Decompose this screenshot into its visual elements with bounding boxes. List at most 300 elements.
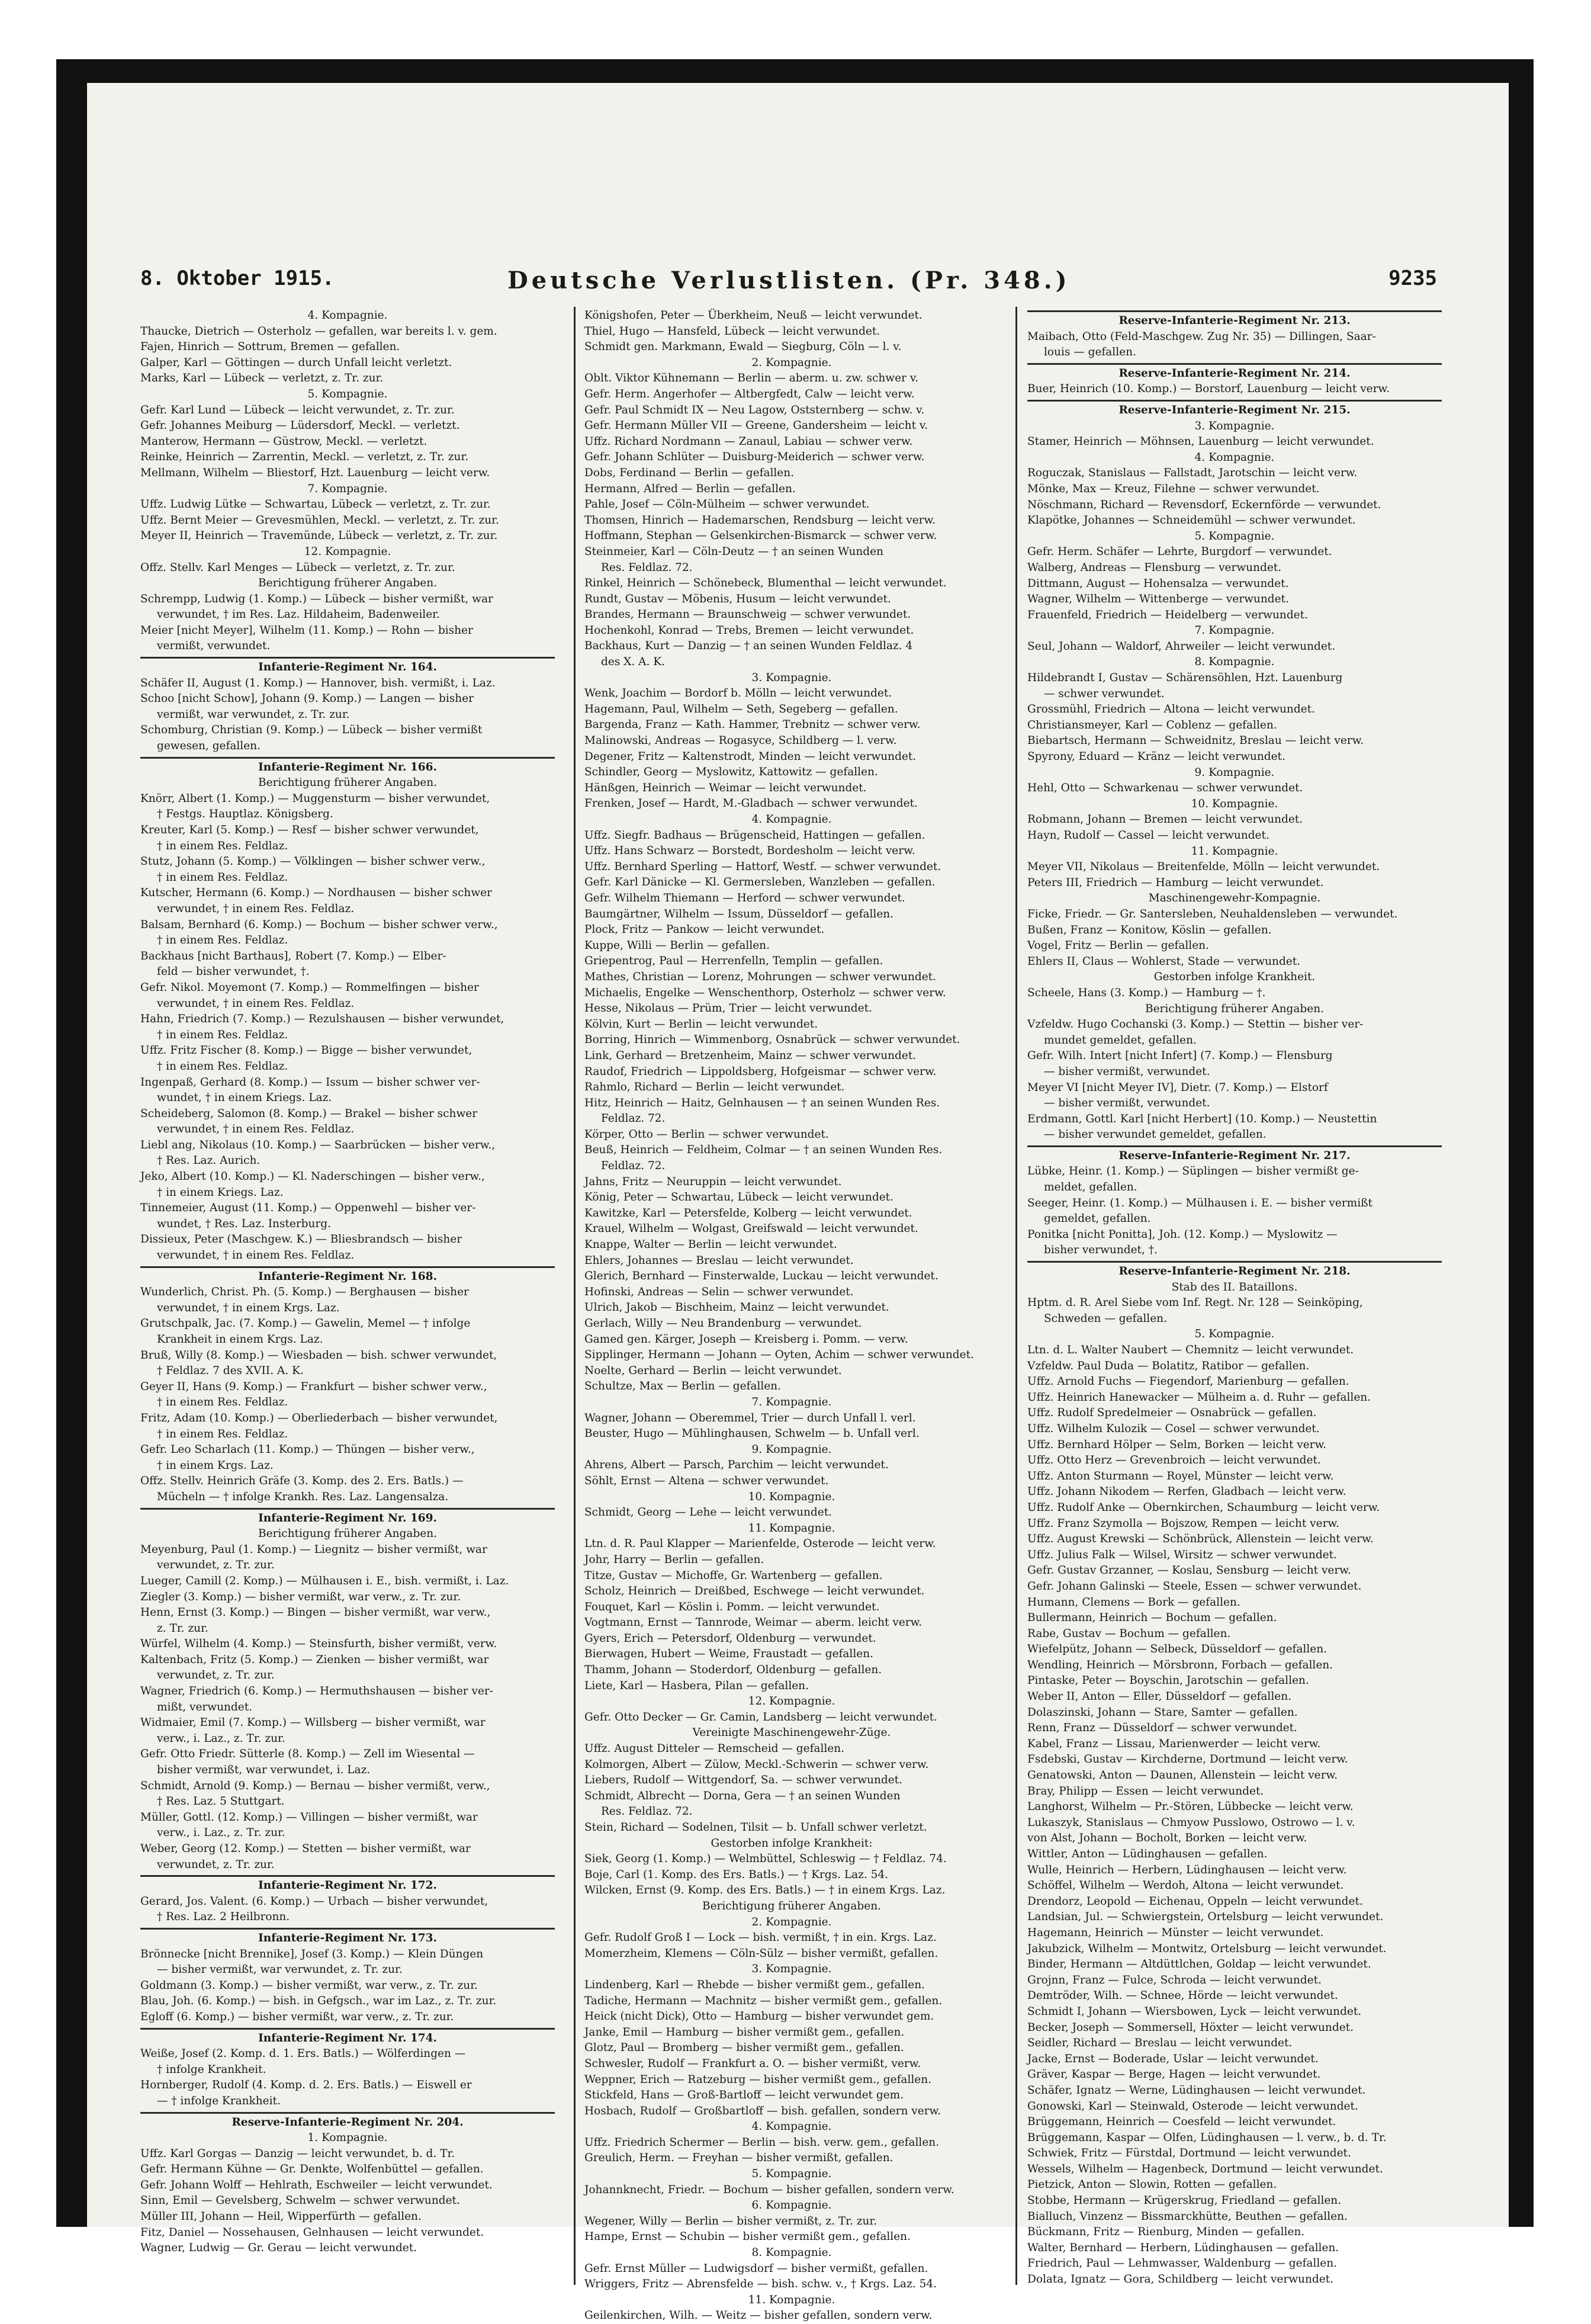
list-entry: Gefr. Wilh. Intert [nicht Infert] (7. Komp.) — Flensburg xyxy=(1027,1049,1333,1063)
page-header xyxy=(140,267,1437,302)
list-entry: Rabe, Gustav — Bochum — gefallen. xyxy=(1027,1627,1231,1640)
subsection-heading: 4. Kompagnie. xyxy=(1194,451,1275,464)
list-entry: Hptm. d. R. Arel Siebe vom Inf. Regt. Nr. 128 — Seinköping, xyxy=(1027,1296,1363,1309)
list-entry: Gefr. Johann Schlüter — Duisburg-Meiderich — schwer verw. xyxy=(584,451,925,464)
subsection-heading: Maschinengewehr-Kompagnie. xyxy=(1148,892,1321,905)
list-entry: Vzfeldw. Paul Duda — Bolatitz, Ratibor — gefallen. xyxy=(1027,1359,1310,1372)
list-entry: Marks, Karl — Lübeck — verletzt, z. Tr. zur. xyxy=(140,372,384,385)
list-entry: Dissieux, Peter (Maschgew. K.) — Bliesbrandsch — bisher xyxy=(140,1233,462,1246)
list-entry: Hermann, Alfred — Berlin — gefallen. xyxy=(584,482,796,495)
list-entry: Greulich, Herm. — Freyhan — bisher vermißt, gefallen. xyxy=(584,2152,893,2165)
subsection-heading: 4. Kompagnie. xyxy=(307,309,388,322)
list-entry: Fitz, Daniel — Nossehausen, Gelnhausen — leicht verwundet. xyxy=(140,2226,484,2239)
list-entry: Widmaier, Emil (7. Komp.) — Willsberg — bisher vermißt, war xyxy=(140,1716,486,1729)
list-entry: Vogel, Fritz — Berlin — gefallen. xyxy=(1027,939,1209,952)
list-entry: Uffz. Friedrich Schermer — Berlin — bish. verw. gem., gefallen. xyxy=(584,2136,940,2149)
list-entry: Jacke, Ernst — Boderade, Uslar — leicht verwundet. xyxy=(1027,2052,1319,2065)
list-entry: Gefr. Gustav Grzanner, — Koslau, Sensburg — leicht verw. xyxy=(1027,1564,1351,1577)
list-entry: Jeko, Albert (10. Komp.) — Kl. Naderschingen — bisher verw., xyxy=(140,1170,485,1183)
subsection-heading: 2. Kompagnie. xyxy=(751,1915,832,1928)
scan-border-left xyxy=(56,59,87,2227)
list-entry: Hesse, Nikolaus — Prüm, Trier — leicht verwundet. xyxy=(584,1002,872,1015)
list-entry: Roguczak, Stanislaus — Fallstadt, Jarotschin — leicht verw. xyxy=(1027,467,1358,480)
list-entry: Stamer, Heinrich — Möhnsen, Lauenburg — leicht verwundet. xyxy=(1027,435,1374,448)
list-entry: † in einem Res. Feldlaz. xyxy=(157,1028,288,1041)
list-entry: Weiße, Josef (2. Komp. d. 1. Ers. Batls.) — Wölferdingen — xyxy=(140,2047,466,2060)
list-entry: Egloff (6. Komp.) — bisher vermißt, war verw., z. Tr. zur. xyxy=(140,2010,454,2023)
subsection-heading: 10. Kompagnie. xyxy=(748,1490,835,1503)
list-entry: verw., i. Laz., z. Tr. zur. xyxy=(157,1827,285,1840)
list-entry: Hosbach, Rudolf — Großbartloff — bish. gefallen, sondern verw. xyxy=(584,2104,941,2117)
list-entry: Brönnecke [nicht Brennike], Josef (3. Komp.) — Klein Düngen xyxy=(140,1947,484,1960)
list-entry: bisher vermißt, war verwundet, i. Laz. xyxy=(157,1764,371,1777)
section-heading: Reserve-Infanterie-Regiment Nr. 215. xyxy=(1027,400,1442,419)
list-entry: z. Tr. zur. xyxy=(157,1622,208,1635)
list-entry: Walberg, Andreas — Flensburg — verwundet. xyxy=(1027,561,1282,574)
list-entry: Janke, Emil — Hamburg — bisher vermißt gem., gefallen. xyxy=(584,2026,905,2039)
subsection-heading: 12. Kompagnie. xyxy=(304,545,391,558)
list-entry: Pahle, Josef — Cöln-Mülheim — schwer verwundet. xyxy=(584,498,870,511)
subsection-heading: Stab des II. Bataillons. xyxy=(1171,1280,1298,1293)
list-entry: Ehlers II, Claus — Wohlerst, Stade — verwundet. xyxy=(1027,955,1301,968)
list-entry: Lübke, Heinr. (1. Komp.) — Süplingen — bisher vermißt ge- xyxy=(1027,1165,1359,1178)
list-entry: Bückmann, Fritz — Rienburg, Minden — gefallen. xyxy=(1027,2226,1305,2239)
list-entry: mißt, verwundet. xyxy=(157,1700,253,1713)
list-entry: Scholz, Heinrich — Dreißbed, Eschwege — leicht verwundet. xyxy=(584,1585,925,1598)
section-heading: Infanterie-Regiment Nr. 168. xyxy=(140,1266,555,1285)
list-entry: Schultze, Max — Berlin — gefallen. xyxy=(584,1380,781,1393)
list-entry: Galper, Karl — Göttingen — durch Unfall leicht verletzt. xyxy=(140,356,452,369)
list-entry: Gefr. Rudolf Groß I — Lock — bish. vermißt, † in ein. Krgs. Laz. xyxy=(584,1931,937,1944)
list-entry: Kuppe, Willi — Berlin — gefallen. xyxy=(584,939,770,952)
list-entry: verwundet, † in einem Res. Feldlaz. xyxy=(157,1123,355,1136)
list-entry: Wagner, Ludwig — Gr. Gerau — leicht verwundet. xyxy=(140,2242,417,2255)
subsection-heading: 4. Kompagnie. xyxy=(751,2120,832,2133)
list-entry: Wegener, Willy — Berlin — bisher vermißt, z. Tr. zur. xyxy=(584,2214,878,2227)
list-entry: Baumgärtner, Wilhelm — Issum, Düsseldorf — gefallen. xyxy=(584,907,894,920)
list-entry: Uffz. Bernhard Sperling — Hattorf, Westf. — schwer verwundet. xyxy=(584,860,941,873)
list-entry: Becker, Joseph — Sommersell, Höxter — leicht verwundet. xyxy=(1027,2021,1354,2034)
list-entry: Hoffmann, Stephan — Gelsenkirchen-Bismarck — schwer verw. xyxy=(584,529,937,543)
list-entry: Gefr. Johann Wolff — Hehlrath, Eschweiler — leicht verwundet. xyxy=(140,2178,493,2191)
list-entry: Schmidt, Arnold (9. Komp.) — Bernau — bisher vermißt, verw., xyxy=(140,1779,490,1792)
list-entry: Frauenfeld, Friedrich — Heidelberg — verwundet. xyxy=(1027,608,1308,621)
list-entry: Dolata, Ignatz — Gora, Schildberg — leicht verwundet. xyxy=(1027,2273,1333,2286)
subsection-heading: 5. Kompagnie. xyxy=(1194,529,1275,543)
list-entry: Gefr. Johannes Meiburg — Lüdersdorf, Meckl. — verletzt. xyxy=(140,419,460,432)
list-entry: Gefr. Karl Dänicke — Kl. Germersleben, Wanzleben — gefallen. xyxy=(584,876,936,889)
list-entry: Johr, Harry — Berlin — gefallen. xyxy=(584,1553,764,1566)
list-entry: † in einem Res. Feldlaz. xyxy=(157,1427,288,1440)
list-entry: Renn, Franz — Düsseldorf — schwer verwundet. xyxy=(1027,1722,1297,1735)
list-entry: Hehl, Otto — Schwarkenau — schwer verwundet. xyxy=(1027,782,1303,795)
list-entry: Beuster, Hugo — Mühlinghausen, Schwelm — b. Unfall verl. xyxy=(584,1427,920,1440)
list-entry: Meyer II, Heinrich — Travemünde, Lübeck — verletzt, z. Tr. zur. xyxy=(140,529,498,543)
list-entry: Gerard, Jos. Valent. (6. Komp.) — Urbach — bisher verwundet, xyxy=(140,1895,488,1908)
list-entry: Schweden — gefallen. xyxy=(1044,1312,1167,1325)
list-entry: Meyer VII, Nikolaus — Breitenfelde, Mölln — leicht verwundet. xyxy=(1027,861,1380,874)
list-entry: Uffz. Arnold Fuchs — Fiegendorf, Marienburg — gefallen. xyxy=(1027,1375,1349,1388)
subsection-heading: Berichtigung früherer Angaben. xyxy=(258,776,438,789)
list-entry: Schrempp, Ludwig (1. Komp.) — Lübeck — bisher vermißt, war xyxy=(140,592,493,605)
list-entry: Noelte, Gerhard — Berlin — leicht verwundet. xyxy=(584,1364,842,1377)
list-entry: wundet, † in einem Kriegs. Laz. xyxy=(157,1092,332,1105)
list-entry: Fouquet, Karl — Köslin i. Pomm. — leicht verwundet. xyxy=(584,1600,880,1613)
list-entry: Jahns, Fritz — Neuruppin — leicht verwundet. xyxy=(584,1175,842,1188)
list-entry: Mönke, Max — Kreuz, Filehne — schwer verwundet. xyxy=(1027,482,1320,495)
list-entry: Wagner, Wilhelm — Wittenberge — verwundet. xyxy=(1027,593,1289,606)
list-entry: Landsian, Jul. — Schwiergstein, Ortelsburg — leicht verwundet. xyxy=(1027,1911,1384,1924)
subsection-heading: 5. Kompagnie. xyxy=(1194,1328,1275,1341)
section-heading: Infanterie-Regiment Nr. 172. xyxy=(140,1875,555,1894)
list-entry: Söhlt, Ernst — Altena — schwer verwundet. xyxy=(584,1474,829,1487)
list-entry: Stutz, Johann (5. Komp.) — Völklingen — bisher schwer verw., xyxy=(140,855,486,868)
subsection-heading: 5. Kompagnie. xyxy=(307,387,388,400)
list-entry: Res. Feldlaz. 72. xyxy=(601,1805,693,1818)
list-entry: Gefr. Otto Decker — Gr. Camin, Landsberg — leicht verwundet. xyxy=(584,1710,937,1723)
subsection-heading: Berichtigung früherer Angaben. xyxy=(258,1527,438,1540)
list-entry: Stein, Richard — Sodelnen, Tilsit — b. Unfall schwer verletzt. xyxy=(584,1821,927,1834)
column-divider-1 xyxy=(574,307,576,2285)
list-entry: Wagner, Johann — Oberemmel, Trier — durch Unfall l. verl. xyxy=(584,1411,916,1424)
list-entry: Gyers, Erich — Petersdorf, Oldenburg — verwundet. xyxy=(584,1632,876,1645)
list-entry: Raudof, Friedrich — Lippoldsberg, Hofgeismar — schwer verw. xyxy=(584,1065,937,1078)
list-entry: Meyer VI [nicht Meyer IV], Dietr. (7. Komp.) — Elstorf xyxy=(1027,1081,1328,1094)
list-entry: gemeldet, gefallen. xyxy=(1044,1212,1151,1225)
list-entry: Borring, Hinrich — Wimmenborg, Osnabrück — schwer verwundet. xyxy=(584,1033,960,1047)
header-title: Deutsche Verlustlisten. (Pr. 348.) xyxy=(507,267,1071,294)
list-entry: Rundt, Gustav — Möbenis, Husum — leicht verwundet. xyxy=(584,592,891,605)
list-entry: Ingenpaß, Gerhard (8. Komp.) — Issum — bisher schwer ver- xyxy=(140,1076,480,1089)
list-entry: Uffz. Heinrich Hanewacker — Mülheim a. d. Ruhr — gefallen. xyxy=(1027,1391,1371,1404)
list-entry: verwundet, † in einem Res. Feldlaz. xyxy=(157,902,355,915)
subsection-heading: Gestorben infolge Krankheit: xyxy=(711,1837,873,1850)
list-entry: Schoo [nicht Schow], Johann (9. Komp.) — Langen — bisher xyxy=(140,692,474,705)
list-entry: Dittmann, August — Hohensalza — verwundet. xyxy=(1027,577,1289,590)
list-entry: Heick (nicht Dick), Otto — Hamburg — bisher verwundet gem. xyxy=(584,2010,934,2023)
list-entry: verwundet, † im Res. Laz. Hildaheim, Badenweiler. xyxy=(157,608,440,621)
list-entry: Balsam, Bernhard (6. Komp.) — Bochum — bisher schwer verw., xyxy=(140,918,498,931)
newspaper-page xyxy=(87,83,1509,2322)
list-entry: Gamed gen. Kärger, Joseph — Kreisberg i. Pomm. — verw. xyxy=(584,1333,908,1346)
list-entry: Grutschpalk, Jac. (7. Komp.) — Gawelin, Memel — † infolge xyxy=(140,1317,471,1330)
list-entry: Walter, Bernhard — Herbern, Lüdinghausen — gefallen. xyxy=(1027,2241,1339,2254)
list-entry: Ltn. d. R. Paul Klapper — Marienfelde, Osterode — leicht verw. xyxy=(584,1537,936,1551)
list-entry: Wiefelpütz, Johann — Selbeck, Düsseldorf — gefallen. xyxy=(1027,1643,1327,1656)
list-entry: Wagner, Friedrich (6. Komp.) — Hermuthshausen — bisher ver- xyxy=(140,1685,494,1698)
list-entry: Backhaus, Kurt — Danzig — † an seinen Wunden Feldlaz. 4 xyxy=(584,640,913,653)
list-entry: Drendorz, Leopold — Eichenau, Oppeln — leicht verwundet. xyxy=(1027,1895,1363,1908)
list-entry: Ulrich, Jakob — Bischheim, Mainz — leicht verwundet. xyxy=(584,1301,889,1314)
list-entry: Fsdebski, Gustav — Kirchderne, Dortmund — leicht verw. xyxy=(1027,1753,1348,1766)
list-entry: Uffz. Franz Szymolla — Bojszow, Rempen — leicht verw. xyxy=(1027,1517,1339,1530)
list-entry: Wessels, Wilhelm — Hagenbeck, Dortmund — leicht verwundet. xyxy=(1027,2162,1383,2175)
list-entry: Würfel, Wilhelm (4. Komp.) — Steinsfurth, bisher vermißt, verw. xyxy=(140,1638,497,1651)
section-heading: Infanterie-Regiment Nr. 174. xyxy=(140,2028,555,2047)
column-divider-2 xyxy=(1015,307,1017,2285)
list-entry: Geilenkirchen, Wilh. — Weitz — bisher gefallen, sondern verw. xyxy=(584,2309,933,2322)
list-entry: Friedrich, Paul — Lehmwasser, Waldenburg — gefallen. xyxy=(1027,2257,1337,2270)
list-entry: Gerlach, Willy — Neu Brandenburg — verwundet. xyxy=(584,1317,862,1330)
list-entry: Ahrens, Albert — Parsch, Parchim — leicht verwundet. xyxy=(584,1459,889,1472)
list-entry: Grojnn, Franz — Fulce, Schroda — leicht verwundet. xyxy=(1027,1973,1322,1986)
list-entry: Schomburg, Christian (9. Komp.) — Lübeck — bisher vermißt xyxy=(140,724,483,737)
list-entry: Stickfeld, Hans — Groß-Bartloff — leicht verwundet gem. xyxy=(584,2089,904,2102)
section-heading: Reserve-Infanterie-Regiment Nr. 213. xyxy=(1027,310,1442,329)
list-entry: Liete, Karl — Hasbera, Pilan — gefallen. xyxy=(584,1679,809,1692)
list-entry: Wittler, Anton — Lüdinghausen — gefallen. xyxy=(1027,1848,1268,1860)
list-entry: Gefr. Herm. Angerhofer — Altbergfedt, Calw — leicht verw. xyxy=(584,387,915,400)
list-entry: Uffz. Richard Nordmann — Zanaul, Labiau — schwer verw. xyxy=(584,435,913,448)
list-entry: feld — bisher verwundet, †. xyxy=(157,965,310,978)
list-entry: Res. Feldlaz. 72. xyxy=(601,561,693,574)
list-entry: Bierwagen, Hubert — Weime, Fraustadt — gefallen. xyxy=(584,1648,874,1661)
list-entry: Uffz. Johann Nikodem — Rerfen, Gladbach — leicht verw. xyxy=(1027,1485,1346,1498)
list-entry: Steinmeier, Karl — Cöln-Deutz — † an seinen Wunden xyxy=(584,545,883,558)
list-entry: Malinowski, Andreas — Rogasyce, Schildberg — l. verw. xyxy=(584,734,897,747)
list-entry: Manterow, Hermann — Güstrow, Meckl. — verletzt. xyxy=(140,435,428,448)
list-entry: Kölvin, Kurt — Berlin — leicht verwundet. xyxy=(584,1017,818,1031)
list-entry: Robmann, Johann — Bremen — leicht verwundet. xyxy=(1027,813,1303,826)
list-entry: mundet gemeldet, gefallen. xyxy=(1044,1033,1197,1047)
list-entry: Bruß, Willy (8. Komp.) — Wiesbaden — bish. schwer verwundet, xyxy=(140,1349,497,1362)
list-entry: Lukaszyk, Stanislaus — Chmyow Pusslowo, Ostrowo — l. v. xyxy=(1027,1816,1355,1829)
list-entry: Meier [nicht Meyer], Wilhelm (11. Komp.) — Rohn — bisher xyxy=(140,624,473,637)
list-entry: Sipplinger, Hermann — Johann — Oyten, Achim — schwer verwundet. xyxy=(584,1349,974,1362)
list-entry: Gefr. Leo Scharlach (11. Komp.) — Thüngen — bisher verw., xyxy=(140,1443,475,1456)
list-entry: Griepentrog, Paul — Herrenfelln, Templin — gefallen. xyxy=(584,955,883,968)
subsection-heading: 3. Kompagnie. xyxy=(751,671,832,684)
list-entry: Gonowski, Karl — Steinwald, Osterode — leicht verwundet. xyxy=(1027,2100,1358,2113)
list-entry: Uffz. Karl Gorgas — Danzig — leicht verwundet, b. d. Tr. xyxy=(140,2147,455,2160)
column-left xyxy=(140,308,555,2256)
list-entry: Liebl ang, Nikolaus (10. Komp.) — Saarbrücken — bisher verw., xyxy=(140,1138,496,1151)
list-entry: Binder, Hermann — Altdüttlchen, Goldap — leicht verwundet. xyxy=(1027,1958,1371,1971)
list-entry: Thiel, Hugo — Hansfeld, Lübeck — leicht verwundet. xyxy=(584,325,880,338)
list-entry: Hampe, Ernst — Schubin — bisher vermißt gem., gefallen. xyxy=(584,2230,911,2243)
list-entry: Spyrony, Eduard — Kränz — leicht verwundet. xyxy=(1027,750,1285,763)
scan-border-right xyxy=(1509,59,1534,2227)
list-entry: Rinkel, Heinrich — Schönebeck, Blumenthal — leicht verwundet. xyxy=(584,577,947,590)
list-entry: Pintaske, Peter — Boyschin, Jarotschin — gefallen. xyxy=(1027,1674,1309,1687)
list-entry: Maibach, Otto (Feld-Maschgew. Zug Nr. 35) — Dillingen, Saar- xyxy=(1027,330,1376,343)
list-entry: Uffz. Rudolf Anke — Obernkirchen, Schaumburg — leicht verw. xyxy=(1027,1501,1380,1514)
list-entry: Peters III, Friedrich — Hamburg — leicht verwundet. xyxy=(1027,876,1324,889)
list-entry: Müller, Gottl. (12. Komp.) — Villingen — bisher vermißt, war xyxy=(140,1811,478,1824)
subsection-heading: 10. Kompagnie. xyxy=(1191,797,1278,810)
list-entry: Uffz. Ludwig Lütke — Schwartau, Lübeck — verletzt, z. Tr. zur. xyxy=(140,498,491,511)
list-entry: † in einem Res. Feldlaz. xyxy=(157,839,288,852)
list-entry: Schwiek, Fritz — Fürstdal, Dortmund — leicht verwundet. xyxy=(1027,2147,1351,2160)
list-entry: Offz. Stellv. Heinrich Gräfe (3. Komp. des 2. Ers. Batls.) — xyxy=(140,1475,464,1488)
section-heading: Infanterie-Regiment Nr. 166. xyxy=(140,757,555,776)
list-entry: Genatowski, Anton — Daunen, Allenstein — leicht verw. xyxy=(1027,1769,1338,1782)
list-entry: von Alst, Johann — Bocholt, Borken — leicht verw. xyxy=(1027,1832,1307,1845)
list-entry: Rahmlo, Richard — Berlin — leicht verwundet. xyxy=(584,1081,845,1094)
list-entry: — bisher vermißt, verwundet. xyxy=(1044,1097,1210,1110)
list-entry: Uffz. Otto Herz — Grevenbroich — leicht verwundet. xyxy=(1027,1454,1321,1467)
list-entry: Hildebrandt I, Gustav — Schärensöhlen, Hzt. Lauenburg xyxy=(1027,672,1343,685)
list-entry: † Festgs. Hauptlaz. Königsberg. xyxy=(157,808,333,821)
list-entry: † in einem Res. Feldlaz. xyxy=(157,1396,288,1409)
list-entry: Glerich, Bernhard — Finsterwalde, Luckau — leicht verwundet. xyxy=(584,1270,938,1283)
list-entry: Uffz. Wilhelm Kulozik — Cosel — schwer verwundet. xyxy=(1027,1422,1320,1435)
list-entry: Königshofen, Peter — Überkheim, Neuß — leicht verwundet. xyxy=(584,309,923,322)
list-entry: Demtröder, Wilh. — Schnee, Hörde — leicht verwundet. xyxy=(1027,1989,1338,2002)
list-entry: Scheideberg, Salomon (8. Komp.) — Brakel — bisher schwer xyxy=(140,1107,478,1120)
list-entry: Link, Gerhard — Bretzenheim, Mainz — schwer verwundet. xyxy=(584,1049,917,1062)
list-entry: verwundet, † in einem Res. Feldlaz. xyxy=(157,1249,355,1262)
list-entry: Müller III, Johann — Heil, Wipperfürth — gefallen. xyxy=(140,2210,422,2223)
subsection-heading: 3. Kompagnie. xyxy=(1194,419,1275,432)
list-entry: Blau, Joh. (6. Komp.) — bish. in Gefgsch., war im Laz., z. Tr. zur. xyxy=(140,1995,497,2008)
list-entry: Schmidt I, Johann — Wiersbowen, Lyck — leicht verwundet. xyxy=(1027,2005,1362,2018)
list-entry: Körper, Otto — Berlin — schwer verwundet. xyxy=(584,1128,829,1141)
subsection-heading: Gestorben infolge Krankheit. xyxy=(1153,971,1316,984)
list-entry: Geyer II, Hans (9. Komp.) — Frankfurt — bisher schwer verw., xyxy=(140,1380,487,1393)
list-entry: Tadiche, Hermann — Machnitz — bisher vermißt gem., gefallen. xyxy=(584,1994,943,2007)
list-entry: Hitz, Heinrich — Haitz, Gelnhausen — † an seinen Wunden Res. xyxy=(584,1096,940,1109)
list-entry: Lindenberg, Karl — Rhebde — bisher vermißt gem., gefallen. xyxy=(584,1978,925,1991)
list-entry: Gefr. Herm. Schäfer — Lehrte, Burgdorf — verwundet. xyxy=(1027,545,1332,558)
list-entry: bisher verwundet, †. xyxy=(1044,1244,1158,1257)
list-entry: Uffz. August Ditteler — Remscheid — gefallen. xyxy=(584,1742,845,1755)
list-entry: Kutscher, Hermann (6. Komp.) — Nordhausen — bisher schwer xyxy=(140,887,492,900)
list-entry: Henn, Ernst (3. Komp.) — Bingen — bisher vermißt, war verw., xyxy=(140,1606,491,1619)
subsection-heading: 5. Kompagnie. xyxy=(751,2168,832,2181)
list-entry: Kreuter, Karl (5. Komp.) — Resf — bisher schwer verwundet, xyxy=(140,824,479,836)
subsection-heading: 3. Kompagnie. xyxy=(751,1963,832,1976)
list-entry: Ehlers, Johannes — Breslau — leicht verwundet. xyxy=(584,1254,854,1267)
list-entry: Glotz, Paul — Bromberg — bisher vermißt gem., gefallen. xyxy=(584,2041,904,2055)
list-entry: Johannknecht, Friedr. — Bochum — bisher gefallen, sondern verw. xyxy=(584,2183,954,2196)
list-entry: Mathes, Christian — Lorenz, Mohrungen — schwer verwundet. xyxy=(584,970,936,983)
list-entry: Hahn, Friedrich (7. Komp.) — Rezulshausen — bisher verwundet, xyxy=(140,1013,504,1026)
list-entry: Hochenkohl, Konrad — Trebs, Bremen — leicht verwundet. xyxy=(584,624,914,637)
list-entry: Gräver, Kaspar — Berge, Hagen — leicht verwundet. xyxy=(1027,2068,1321,2081)
section-heading: Infanterie-Regiment Nr. 169. xyxy=(140,1508,555,1527)
list-entry: Plock, Fritz — Pankow — leicht verwundet. xyxy=(584,923,825,936)
list-entry: Degener, Fritz — Kaltenstrodt, Minden — leicht verwundet. xyxy=(584,750,917,763)
list-entry: Hofinski, Andreas — Selin — schwer verwundet. xyxy=(584,1285,854,1298)
list-entry: Goldmann (3. Komp.) — bisher vermißt, war verw., z. Tr. zur. xyxy=(140,1979,478,1992)
list-entry: Titze, Gustav — Michoffe, Gr. Wartenberg — gefallen. xyxy=(584,1569,883,1582)
list-entry: Brandes, Hermann — Braunschweig — schwer verwundet. xyxy=(584,608,911,621)
list-entry: vermißt, war verwundet, z. Tr. zur. xyxy=(157,708,350,721)
list-entry: Hayn, Rudolf — Cassel — leicht verwundet. xyxy=(1027,829,1269,842)
subsection-heading: 1. Kompagnie. xyxy=(307,2132,388,2145)
column-middle xyxy=(584,308,999,2324)
subsection-heading: Berichtigung früherer Angaben. xyxy=(258,577,438,590)
list-entry: Vogtmann, Ernst — Tannrode, Weimar — aberm. leicht verw. xyxy=(584,1616,923,1629)
list-entry: Langhorst, Wilhelm — Pr.-Stören, Lübbecke — leicht verw. xyxy=(1027,1800,1354,1813)
list-entry: Pietzick, Anton — Slowin, Rotten — gefallen. xyxy=(1027,2178,1277,2191)
list-entry: Bußen, Franz — Konitow, Köslin — gefallen. xyxy=(1027,923,1272,936)
list-entry: Scheele, Hans (3. Komp.) — Hamburg — †. xyxy=(1027,986,1266,999)
section-heading: Infanterie-Regiment Nr. 164. xyxy=(140,657,555,676)
subsection-heading: 11. Kompagnie. xyxy=(748,2293,835,2306)
list-entry: Oblt. Viktor Kühnemann — Berlin — aberm. u. zw. schwer v. xyxy=(584,372,918,385)
list-entry: Hagemann, Paul, Wilhelm — Seth, Segeberg — gefallen. xyxy=(584,702,898,715)
list-entry: verw., i. Laz., z. Tr. zur. xyxy=(157,1732,285,1745)
list-entry: Christiansmeyer, Karl — Coblenz — gefallen. xyxy=(1027,718,1277,731)
list-entry: Uffz. August Krewski — Schönbrück, Allenstein — leicht verw. xyxy=(1027,1533,1374,1546)
list-entry: Frenken, Josef — Hardt, M.-Gladbach — schwer verwundet. xyxy=(584,797,918,810)
list-entry: Gefr. Otto Friedr. Sütterle (8. Komp.) — Zell im Wiesental — xyxy=(140,1748,475,1761)
subsection-heading: 11. Kompagnie. xyxy=(748,1521,835,1535)
list-entry: Bargenda, Franz — Kath. Hammer, Trebnitz — schwer verw. xyxy=(584,718,921,731)
list-entry: louis — gefallen. xyxy=(1044,346,1136,359)
list-entry: — bisher vermißt, war verwundet, z. Tr. zur. xyxy=(157,1963,403,1976)
list-entry: Wunderlich, Christ. Ph. (5. Komp.) — Berghausen — bisher xyxy=(140,1286,469,1299)
list-entry: Fritz, Adam (10. Komp.) — Oberliederbach — bisher verwundet, xyxy=(140,1411,498,1424)
subsection-heading: 7. Kompagnie. xyxy=(751,1395,832,1408)
list-entry: Meyenburg, Paul (1. Komp.) — Liegnitz — bisher vermißt, war xyxy=(140,1543,487,1556)
subsection-heading: 9. Kompagnie. xyxy=(1194,766,1275,779)
list-entry: Gefr. Nikol. Moyemont (7. Komp.) — Rommelfingen — bisher xyxy=(140,981,479,994)
list-entry: Schindler, Georg — Myslowitz, Kattowitz — gefallen. xyxy=(584,766,878,779)
list-entry: † Feldlaz. 7 des XVII. A. K. xyxy=(157,1365,304,1378)
list-entry: Knappe, Walter — Berlin — leicht verwundet. xyxy=(584,1238,837,1251)
list-entry: † in einem Krgs. Laz. xyxy=(157,1459,274,1472)
header-date: 8. Oktober 1915. xyxy=(140,267,335,290)
list-entry: Thaucke, Dietrich — Osterholz — gefallen, war bereits l. v. gem. xyxy=(140,325,497,338)
list-entry: Uffz. Rudolf Spredelmeier — Osnabrück — gefallen. xyxy=(1027,1407,1317,1420)
list-entry: Backhaus [nicht Barthaus], Robert (7. Komp.) — Elber- xyxy=(140,949,446,962)
list-entry: † in einem Kriegs. Laz. xyxy=(157,1186,284,1199)
header-page-number: 9235 xyxy=(1388,267,1437,290)
list-entry: Gefr. Johann Galinski — Steele, Essen — schwer verwundet. xyxy=(1027,1580,1362,1593)
list-entry: Hänßgen, Heinrich — Weimar — leicht verwundet. xyxy=(584,781,867,794)
list-entry: Gefr. Karl Lund — Lübeck — leicht verwundet, z. Tr. zur. xyxy=(140,403,455,416)
list-entry: Jakubzick, Wilhelm — Montwitz, Ortelsburg — leicht verwundet. xyxy=(1027,1942,1387,1955)
list-entry: Kaltenbach, Fritz (5. Komp.) — Zienken — bisher vermißt, war xyxy=(140,1653,489,1666)
list-entry: Schmidt, Albrecht — Dorna, Gera — † an seinen Wunden xyxy=(584,1789,901,1802)
list-entry: Uffz. Siegfr. Badhaus — Brügenscheid, Hattingen — gefallen. xyxy=(584,829,925,842)
list-entry: Uffz. Bernhard Hölper — Selm, Borken — leicht verw. xyxy=(1027,1438,1327,1451)
list-entry: Krankheit in einem Krgs. Laz. xyxy=(157,1333,323,1346)
list-entry: Mücheln — † infolge Krankh. Res. Laz. Langensalza. xyxy=(157,1490,449,1503)
subsection-heading: 8. Kompagnie. xyxy=(751,2246,832,2259)
list-entry: Ziegler (3. Komp.) — bisher vermißt, war verw., z. Tr. zur. xyxy=(140,1590,461,1603)
section-heading: Reserve-Infanterie-Regiment Nr. 214. xyxy=(1027,363,1442,382)
list-entry: Biebartsch, Hermann — Schweidnitz, Breslau — leicht verw. xyxy=(1027,734,1364,747)
list-entry: verwundet, † in einem Res. Feldlaz. xyxy=(157,997,355,1010)
list-entry: Sinn, Emil — Gevelsberg, Schwelm — schwer verwundet. xyxy=(140,2194,460,2207)
list-entry: Thomsen, Hinrich — Hademarschen, Rendsburg — leicht verw. xyxy=(584,513,936,527)
section-heading: Reserve-Infanterie-Regiment Nr. 217. xyxy=(1027,1145,1442,1164)
list-entry: Ponitka [nicht Ponitta], Joh. (12. Komp.) — Myslowitz — xyxy=(1027,1228,1338,1241)
list-entry: Beuß, Heinrich — Feldheim, Colmar — † an seinen Wunden Res. xyxy=(584,1144,943,1157)
list-entry: Feldlaz. 72. xyxy=(601,1160,666,1173)
scan-border-top xyxy=(56,59,1534,83)
list-entry: Liebers, Rudolf — Wittgendorf, Sa. — schwer verwundet. xyxy=(584,1774,902,1787)
section-heading: Reserve-Infanterie-Regiment Nr. 218. xyxy=(1027,1261,1442,1280)
list-entry: vermißt, verwundet. xyxy=(157,640,271,653)
list-entry: Fajen, Hinrich — Sottrum, Bremen — gefallen. xyxy=(140,341,400,354)
column-right xyxy=(1027,308,1442,2288)
list-entry: verwundet, z. Tr. zur. xyxy=(157,1669,275,1682)
list-entry: Schäfer, Ignatz — Werne, Lüdinghausen — leicht verwundet. xyxy=(1027,2084,1366,2097)
subsection-heading: 7. Kompagnie. xyxy=(1194,624,1275,637)
list-entry: Thamm, Johann — Stoderdorf, Oldenburg — gefallen. xyxy=(584,1664,882,1677)
list-entry: Gefr. Paul Schmidt IX — Neu Lagow, Oststernberg — schw. v. xyxy=(584,403,925,416)
list-entry: Tinnemeier, August (11. Komp.) — Oppenwehl — bisher ver- xyxy=(140,1202,476,1215)
list-entry: Vzfeldw. Hugo Cochanski (3. Komp.) — Stettin — bisher ver- xyxy=(1027,1018,1364,1031)
list-entry: † in einem Res. Feldlaz. xyxy=(157,934,288,947)
list-entry: Lueger, Camill (2. Komp.) — Mülhausen i. E., bish. vermißt, i. Laz. xyxy=(140,1574,509,1587)
list-entry: Dobs, Ferdinand — Berlin — gefallen. xyxy=(584,466,795,479)
